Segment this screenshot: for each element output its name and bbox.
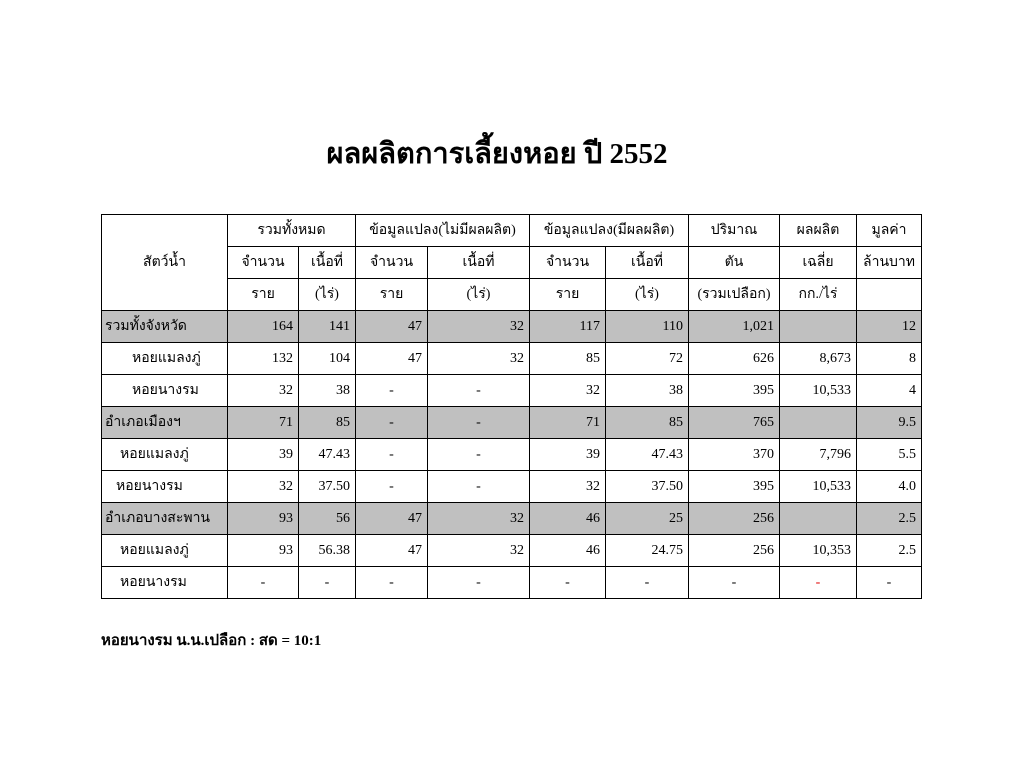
header-count: จำนวน [356,247,428,279]
table-cell: - [428,375,530,407]
table-cell: 56.38 [299,535,356,567]
table-cell: 141 [299,311,356,343]
row-label: อำเภอเมืองฯ [102,407,228,439]
row-label: อำเภอบางสะพาน [102,503,228,535]
table-cell: 32 [228,471,299,503]
table-cell: 110 [606,311,689,343]
table-cell [780,311,857,343]
table-cell: 32 [428,503,530,535]
page-title: ผลผลิตการเลี้ยงหอย ปี 2552 [326,138,668,170]
row-label: รวมทั้งจังหวัด [102,311,228,343]
table-cell: 32 [428,343,530,375]
table-cell: 8 [857,343,922,375]
table-cell: 12 [857,311,922,343]
table-cell: 395 [689,375,780,407]
row-label: หอยแมลงภู่ [102,535,228,567]
table-cell: - [530,567,606,599]
table-cell: 38 [299,375,356,407]
header-average: เฉลี่ย [780,247,857,279]
table-cell: 93 [228,503,299,535]
production-table-container [101,214,922,599]
table-cell: 37.50 [606,471,689,503]
table-cell: 256 [689,535,780,567]
table-row [102,471,922,503]
header-unit-with-shell: (รวมเปลือก) [689,279,780,311]
table-row [102,535,922,567]
table-cell: - [428,471,530,503]
table-cell: - [228,567,299,599]
table-row [102,343,922,375]
table-cell: 370 [689,439,780,471]
table-cell: 1,021 [689,311,780,343]
table-cell: - [356,375,428,407]
table-cell: 72 [606,343,689,375]
row-label: หอยแมลงภู่ [102,343,228,375]
table-body [102,311,922,599]
table-cell: 32 [530,375,606,407]
table-cell: 46 [530,535,606,567]
table-row [102,439,922,471]
table-cell: - [428,439,530,471]
table-cell: 47 [356,311,428,343]
header-unit-area-rai: (ไร่) [299,279,356,311]
table-cell: - [606,567,689,599]
table-cell: - [356,567,428,599]
table-cell: - [299,567,356,599]
header-count: จำนวน [228,247,299,279]
table-cell: 32 [428,535,530,567]
table-cell: 395 [689,471,780,503]
table-cell: 9.5 [857,407,922,439]
row-label: หอยแมลงภู่ [102,439,228,471]
header-ton: ตัน [689,247,780,279]
table-cell [780,407,857,439]
table-cell: 10,533 [780,375,857,407]
table-cell: 47.43 [606,439,689,471]
table-cell: 38 [606,375,689,407]
table-cell: 2.5 [857,503,922,535]
header-unit-area-rai: (ไร่) [606,279,689,311]
table-cell: 37.50 [299,471,356,503]
table-cell: 47 [356,503,428,535]
table-cell: 132 [228,343,299,375]
table-row [102,567,922,599]
row-label: หอยนางรม [102,471,228,503]
table-cell: 39 [530,439,606,471]
footnote: หอยนางรม น.น.เปลือก : สด = 10:1 [101,633,322,649]
table-cell: 4.0 [857,471,922,503]
table-cell: 256 [689,503,780,535]
table-cell [780,503,857,535]
table-cell: 24.75 [606,535,689,567]
table-cell: - [857,567,922,599]
table-cell: - [780,567,857,599]
header-area: เนื้อที่ [299,247,356,279]
table-cell: - [689,567,780,599]
table-cell: 164 [228,311,299,343]
header-unit-rai: ราย [530,279,606,311]
table-cell: 47 [356,343,428,375]
header-unit-kg-per-rai: กก./ไร่ [780,279,857,311]
table-cell: - [428,407,530,439]
table-cell: - [356,439,428,471]
header-count: จำนวน [530,247,606,279]
table-cell: - [356,471,428,503]
header-total: รวมทั้งหมด [228,215,356,247]
header-unit-empty [857,279,922,311]
table-cell: 47.43 [299,439,356,471]
header-species: สัตว์น้ำ [102,215,228,311]
table-cell: 93 [228,535,299,567]
table-cell: 2.5 [857,535,922,567]
header-row-1 [102,215,922,247]
table-cell: 25 [606,503,689,535]
table-cell: 7,796 [780,439,857,471]
table-cell: 5.5 [857,439,922,471]
table-row [102,311,922,343]
table-cell: 626 [689,343,780,375]
header-yield: ผลผลิต [780,215,857,247]
table-cell: 85 [530,343,606,375]
header-productive-plots: ข้อมูลแปลง(มีผลผลิต) [530,215,689,247]
table-cell: 4 [857,375,922,407]
table-row [102,503,922,535]
table-cell: - [356,407,428,439]
table-cell: 85 [606,407,689,439]
header-million-baht: ล้านบาท [857,247,922,279]
table-cell: 47 [356,535,428,567]
header-unit-rai: ราย [228,279,299,311]
table-cell: 32 [530,471,606,503]
header-area: เนื้อที่ [428,247,530,279]
table-row [102,407,922,439]
header-area: เนื้อที่ [606,247,689,279]
header-quantity: ปริมาณ [689,215,780,247]
table-cell: 32 [428,311,530,343]
production-table [101,214,922,599]
table-cell: 71 [530,407,606,439]
table-cell: 8,673 [780,343,857,375]
table-cell: 56 [299,503,356,535]
table-cell: - [428,567,530,599]
table-cell: 71 [228,407,299,439]
row-label: หอยนางรม [102,375,228,407]
table-cell: 10,533 [780,471,857,503]
header-value: มูลค่า [857,215,922,247]
table-cell: 32 [228,375,299,407]
row-label: หอยนางรม [102,567,228,599]
table-cell: 46 [530,503,606,535]
table-cell: 85 [299,407,356,439]
table-cell: 117 [530,311,606,343]
table-cell: 104 [299,343,356,375]
header-nonproductive-plots: ข้อมูลแปลง(ไม่มีผลผลิต) [356,215,530,247]
table-cell: 10,353 [780,535,857,567]
header-unit-rai: ราย [356,279,428,311]
header-unit-area-rai: (ไร่) [428,279,530,311]
table-cell: 765 [689,407,780,439]
table-row [102,375,922,407]
table-cell: 39 [228,439,299,471]
